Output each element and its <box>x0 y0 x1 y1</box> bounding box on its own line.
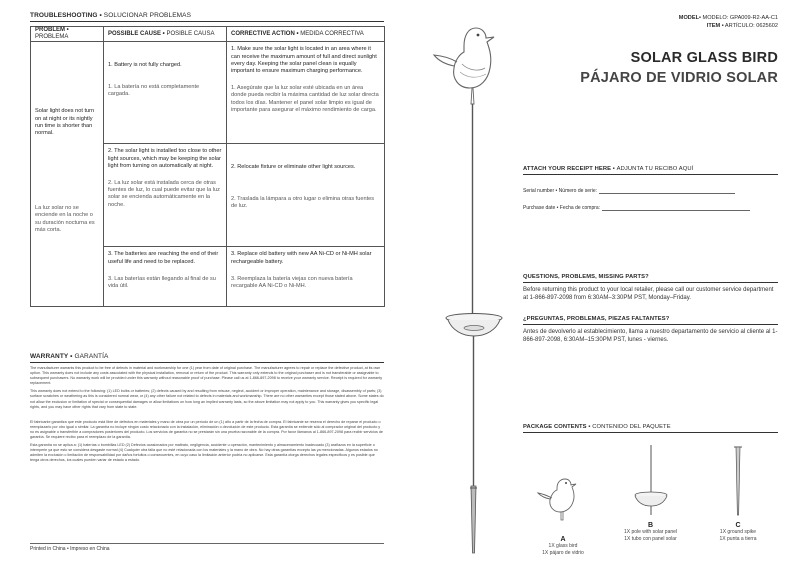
warranty-exclusions-es: Esta garantía no se aplica a: (1) baterías o bombillas LED (2) Defectos ocasionados por maltrato, negligencia, accidente u operación, mantenimiento y almacenamiento inadecuado (3) arañazos en la superficie o intemperie ya que esto se considera desgaste normal (4) Cualquier otra falla que no esté relacionada con los materiales y la mano de obra. No hay otras garantías excepto las ya mencionadas. Algunos estados no admiten la exclusión o limitación de responsabilidad por daños fortuitos o consecuentes, en cuyo caso la limitación anterior podría no aplicarse. Esta garantía otorga derechos legales específicos y es posible que tenga otros derechos, los cuales pueden variar de estado a estado. <box>30 443 378 463</box>
warranty-section <box>30 353 384 464</box>
table-row <box>31 42 385 144</box>
warranty-text-es: El fabricante garantiza que este producto está libre de defectos en materiales y mano de obra por un período de un (1) año a partir de la fecha de compra. El fabricante se reserva el derecho de reparar el producto o reemplazarlo por otro igual o similar. La garantía no incluye ningún costo relacionado con la instalación, eliminación o devolución de este producto. Esta garantía se extiende sólo al comprador original del producto y no es asignable o transferible a compradores posteriores del producto. Los servicios de garantía no se prestarán sin una prueba razonable de la compra. Por favor llámanos al 1-866-897-2098 para recibir servicios de garantía. Se requiere recibo para el reemplazo de la garantía. <box>30 419 383 440</box>
warranty-title: WARRANTY • GARANTÍA <box>30 353 109 360</box>
ground-spike-icon <box>470 486 477 553</box>
solar-panel-icon <box>446 314 502 337</box>
serial-number-field[interactable]: Serial number • Número de serie: <box>523 188 778 194</box>
table-header-row <box>31 27 385 42</box>
cause-header: POSSIBLE CAUSE • POSIBLE CAUSA <box>104 27 227 42</box>
cause-cell: 2. The solar light is installed too close to other light sources, which may be keeping the solar light from turning on automatically at night. 2. La luz solar está instalada cerca de otras fuentes de luz, lo cual puede evitar que la luz solar se encienda automáticamente en la noche. <box>104 144 227 247</box>
package-item-c: C 1X ground spike 1X punta a tierra <box>698 441 778 557</box>
right-page <box>523 14 778 556</box>
questions-body: Before returning this product to your local retailer, please call our customer service department at 1-866-897-2098 from 6:30AM–3:30PM PST, Monday–Friday. <box>523 287 774 301</box>
glass-bird-icon <box>434 28 494 104</box>
left-page <box>30 12 384 552</box>
glass-bird-icon <box>523 455 603 533</box>
product-title: SOLAR GLASS BIRD <box>630 50 778 66</box>
solar-pole-icon <box>611 441 691 519</box>
cause-cell: 3. The batteries are reaching the end of their useful life and need to be replaced. 3. Las baterías están llegando al final de su vida útil. <box>104 247 227 307</box>
package-item-b: B 1X pole with solar panel 1X tubo con panel solar <box>611 441 691 557</box>
package-item-a: A 1X glass bird 1X pájaro de vidrio <box>523 441 603 557</box>
troubleshooting-table <box>30 26 385 307</box>
receipt-title: ATTACH YOUR RECEIPT HERE • ADJUNTA TU RECIBO AQUÍ <box>523 166 694 172</box>
model-number: MODEL• MODELO: GPA009-R2-AA-C1 <box>678 15 778 21</box>
product-title-es: PÁJARO DE VIDRIO SOLAR <box>580 70 778 86</box>
package-section <box>523 424 778 557</box>
questions-section <box>523 274 778 344</box>
action-cell: 2. Relocate fixture or eliminate other light sources. 2. Traslada la lámpara a otro lugar o elimina otras fuentes de luz. <box>227 144 385 247</box>
action-cell: 1. Make sure the solar light is located in an area where it can receive the maximum amount of full and direct sunlight every day. Keeping the solar panel clean is equally important to ensure maximum charging performance. 1. Asegúrate que la luz solar esté ubicada en un área donde pueda recibir la máxima cantidad de luz solar directa todos los días. Mantener el panel solar limpio es igual de importante para asegurar el máximo rendimiento de carga. <box>227 42 385 144</box>
troubleshooting-title: TROUBLESHOOTING • SOLUCIONAR PROBLEMAS <box>30 12 192 19</box>
action-cell: 3. Replace old battery with new AA Ni-CD or Ni-MH solar rechargeable battery. 3. Reemplaza la batería viejas con nueva batería recargable AA Ni-CD o Ni-MH. <box>227 247 385 307</box>
questions-title: QUESTIONS, PROBLEMS, MISSING PARTS? <box>523 274 649 280</box>
cause-cell: 1. Battery is not fully charged. 1. La batería no está completamente cargada. <box>104 42 227 144</box>
problem-header: PROBLEM • PROBLEMA <box>31 27 104 42</box>
warranty-exclusions-en: This warranty does not extend to the following: (1) LED bulbs or batteries; (2) defects caused by and resulting from misuse, neglect, accident or improper operation, maintenance and storage, disassembly of parts; (3) surface scratches or weathering as this is considered normal wear, or (4) any other failure not related to defects in materials and workmanship. There are no other warranties except those stated above. Some states do not allow the exclusion or limitation of special or consequential damages or allow limitations on how long an implied warranty lasts, so the above limitation may not apply to you. This warranty gives you specific legal rights, and you may have other rights that vary from state to state. <box>30 389 384 409</box>
printed-in-china: Printed in China • Impreso en China <box>30 545 110 552</box>
action-header: CORRECTIVE ACTION • MEDIDA CORRECTIVA <box>227 27 385 42</box>
questions-body-es: Antes de devolverlo al establecimiento, llama a nuestro departamento de servicio al cliente al 1-866-897-2098, 6:30AM–15:30PM PST, lunes - viernes. <box>523 329 778 343</box>
purchase-date-field[interactable]: Purchase date • Fecha de compra: <box>523 205 778 211</box>
questions-title-es: ¿PREGUNTAS, PROBLEMAS, PIEZAS FALTANTES? <box>523 316 670 322</box>
problem-cell: Solar light does not turn on at night or its nightly run time is shorter than normal. La luz solar no se enciende en la noche o su duración nocturna es más corta. <box>31 42 104 307</box>
ground-spike-icon <box>698 441 778 519</box>
warranty-text-en: The manufacturer warrants this product to be free of defects in material and workmanship for one (1) year from date of original purchase. The manufacturer agrees to repair or replace the defective product, at its own option. This warranty does not include any costs associated with the physical installation, removal or return of the product. This warranty only extends to the original purchaser and is not transferable or assignable to subsequent purchasers. No warranty work will be provided under this warranty without reasonable proof of purchase. Please call us at 1-866-897-2098 to receive your warranty service. Receipt is required for warranty replacement. <box>30 366 383 386</box>
package-title: PACKAGE CONTENTS • CONTENIDO DEL PAQUETE <box>523 424 671 430</box>
receipt-section <box>523 166 778 211</box>
item-number: ITEM • ARTÍCULO: 0625602 <box>706 23 778 29</box>
